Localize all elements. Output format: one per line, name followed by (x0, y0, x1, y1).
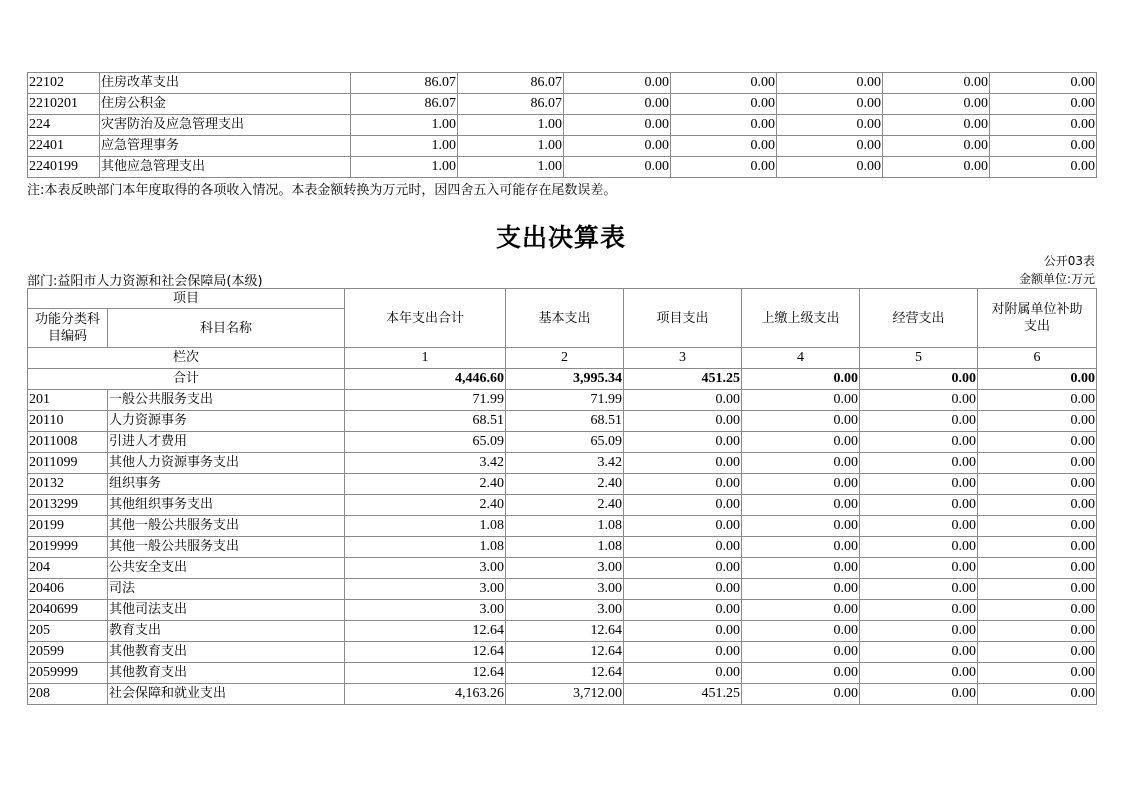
amount-cell: 1.00 (351, 157, 458, 178)
amount-cell: 12.64 (506, 642, 624, 663)
subject-code: 22102 (28, 73, 100, 94)
table-row (28, 136, 1097, 157)
subject-code: 2011099 (28, 453, 108, 474)
amount-cell: 0.00 (742, 411, 860, 432)
amount-cell: 0.00 (624, 453, 742, 474)
amount-cell: 0.00 (978, 558, 1097, 579)
amount-cell: 0.00 (860, 516, 978, 537)
amount-cell: 0.00 (990, 73, 1097, 94)
subject-name: 其他一般公共服务支出 (108, 537, 345, 558)
amount-cell: 0.00 (742, 390, 860, 411)
amount-cell: 0.00 (624, 537, 742, 558)
amount-cell: 3.00 (506, 558, 624, 579)
amount-cell: 2.40 (506, 474, 624, 495)
amount-cell: 0.00 (978, 600, 1097, 621)
amount-cell: 0.00 (742, 474, 860, 495)
table-note: 注:本表反映部门本年度取得的各项收入情况。本表金额转换为万元时，因四舍五入可能存在尾数误差。 (27, 183, 617, 198)
amount-cell: 0.00 (860, 558, 978, 579)
column-index: 4 (742, 348, 860, 369)
amount-cell: 0.00 (978, 411, 1097, 432)
header-col-1: 本年支出合计 (345, 289, 506, 348)
header-name: 科目名称 (108, 309, 345, 348)
expenditure-table (27, 288, 1097, 705)
amount-cell: 0.00 (624, 579, 742, 600)
amount-cell: 3.00 (345, 600, 506, 621)
amount-cell: 3.00 (345, 558, 506, 579)
total-amount: 0.00 (978, 369, 1097, 390)
subject-code: 20599 (28, 642, 108, 663)
amount-cell: 0.00 (671, 115, 777, 136)
subject-name: 其他司法支出 (108, 600, 345, 621)
subject-code: 204 (28, 558, 108, 579)
amount-cell: 0.00 (860, 621, 978, 642)
amount-cell: 0.00 (624, 600, 742, 621)
amount-cell: 0.00 (624, 642, 742, 663)
subject-code: 20110 (28, 411, 108, 432)
amount-cell: 0.00 (742, 621, 860, 642)
amount-cell: 0.00 (978, 516, 1097, 537)
amount-cell: 0.00 (742, 663, 860, 684)
header-col-4: 上缴上级支出 (742, 289, 860, 348)
amount-cell: 2.40 (345, 495, 506, 516)
table-row (28, 663, 1097, 684)
header-col-6: 对附属单位补助支出 (978, 289, 1097, 348)
subject-name: 引进人才费用 (108, 432, 345, 453)
department-label: 部门:益阳市人力资源和社会保障局(本级) (27, 274, 263, 289)
table-row (28, 115, 1097, 136)
amount-cell: 0.00 (624, 516, 742, 537)
amount-cell: 0.00 (883, 94, 990, 115)
amount-cell: 0.00 (742, 453, 860, 474)
amount-cell: 2.40 (506, 495, 624, 516)
amount-cell: 0.00 (990, 115, 1097, 136)
amount-cell: 0.00 (978, 495, 1097, 516)
amount-cell: 0.00 (777, 157, 883, 178)
table-row (28, 390, 1097, 411)
amount-cell: 1.08 (506, 537, 624, 558)
table-row (28, 684, 1097, 705)
amount-cell: 0.00 (742, 495, 860, 516)
amount-cell: 86.07 (458, 94, 564, 115)
amount-cell: 0.00 (978, 684, 1097, 705)
amount-cell: 12.64 (345, 621, 506, 642)
total-amount: 451.25 (624, 369, 742, 390)
subject-name: 住房公积金 (100, 94, 351, 115)
amount-cell: 3.00 (506, 600, 624, 621)
column-index: 1 (345, 348, 506, 369)
amount-cell: 12.64 (506, 621, 624, 642)
amount-cell: 0.00 (564, 115, 671, 136)
amount-cell: 71.99 (506, 390, 624, 411)
subject-code: 224 (28, 115, 100, 136)
amount-cell: 451.25 (624, 684, 742, 705)
subject-name: 司法 (108, 579, 345, 600)
amount-cell: 1.00 (458, 136, 564, 157)
subject-name: 公共安全支出 (108, 558, 345, 579)
amount-cell: 0.00 (564, 94, 671, 115)
amount-cell: 0.00 (624, 474, 742, 495)
amount-cell: 71.99 (345, 390, 506, 411)
amount-cell: 3,712.00 (506, 684, 624, 705)
amount-cell: 0.00 (978, 474, 1097, 495)
amount-cell: 0.00 (742, 600, 860, 621)
subject-name: 组织事务 (108, 474, 345, 495)
amount-cell: 0.00 (624, 663, 742, 684)
total-amount: 0.00 (860, 369, 978, 390)
amount-cell: 0.00 (777, 73, 883, 94)
amount-cell: 86.07 (458, 73, 564, 94)
amount-cell: 0.00 (883, 157, 990, 178)
amount-cell: 0.00 (624, 495, 742, 516)
table-row (28, 73, 1097, 94)
amount-cell: 3.42 (345, 453, 506, 474)
amount-cell: 0.00 (564, 157, 671, 178)
amount-cell: 0.00 (860, 411, 978, 432)
amount-cell: 0.00 (860, 474, 978, 495)
amount-cell: 0.00 (883, 136, 990, 157)
amount-cell: 0.00 (860, 432, 978, 453)
subject-name: 其他一般公共服务支出 (108, 516, 345, 537)
table-row (28, 474, 1097, 495)
amount-cell: 3.42 (506, 453, 624, 474)
subject-code: 2011008 (28, 432, 108, 453)
amount-cell: 0.00 (990, 94, 1097, 115)
subject-name: 其他教育支出 (108, 663, 345, 684)
amount-cell: 0.00 (860, 600, 978, 621)
subject-code: 2019999 (28, 537, 108, 558)
amount-cell: 1.08 (345, 516, 506, 537)
unit-label: 金额单位:万元 (1018, 272, 1095, 286)
amount-cell: 0.00 (860, 642, 978, 663)
table-row (28, 453, 1097, 474)
table-row (28, 432, 1097, 453)
amount-cell: 1.08 (345, 537, 506, 558)
amount-cell: 0.00 (564, 136, 671, 157)
amount-cell: 0.00 (978, 642, 1097, 663)
subject-code: 20406 (28, 579, 108, 600)
income-table-continued (27, 72, 1097, 178)
amount-cell: 68.51 (506, 411, 624, 432)
amount-cell: 0.00 (883, 73, 990, 94)
column-index: 6 (978, 348, 1097, 369)
column-index: 5 (860, 348, 978, 369)
amount-cell: 12.64 (506, 663, 624, 684)
amount-cell: 0.00 (624, 411, 742, 432)
column-index: 3 (624, 348, 742, 369)
amount-cell: 1.00 (351, 115, 458, 136)
amount-cell: 0.00 (742, 558, 860, 579)
amount-cell: 4,163.26 (345, 684, 506, 705)
total-amount: 3,995.34 (506, 369, 624, 390)
header-item: 项目 (28, 289, 345, 309)
amount-cell: 0.00 (671, 157, 777, 178)
amount-cell: 0.00 (860, 453, 978, 474)
subject-name: 其他教育支出 (108, 642, 345, 663)
amount-cell: 0.00 (860, 390, 978, 411)
amount-cell: 1.00 (458, 157, 564, 178)
table-row (28, 411, 1097, 432)
amount-cell: 0.00 (990, 157, 1097, 178)
amount-cell: 3.00 (345, 579, 506, 600)
amount-cell: 0.00 (860, 579, 978, 600)
form-number: 公开03表 (1043, 254, 1095, 268)
header-col-3: 项目支出 (624, 289, 742, 348)
amount-cell: 0.00 (883, 115, 990, 136)
amount-cell: 0.00 (860, 495, 978, 516)
amount-cell: 0.00 (742, 642, 860, 663)
table-row (28, 642, 1097, 663)
column-index: 2 (506, 348, 624, 369)
amount-cell: 12.64 (345, 663, 506, 684)
amount-cell: 0.00 (742, 579, 860, 600)
amount-cell: 0.00 (978, 579, 1097, 600)
subject-code: 201 (28, 390, 108, 411)
amount-cell: 0.00 (671, 94, 777, 115)
page-title: 支出决算表 (495, 223, 626, 252)
amount-cell: 1.08 (506, 516, 624, 537)
header-code: 功能分类科目编码 (28, 309, 108, 348)
amount-cell: 0.00 (978, 621, 1097, 642)
amount-cell: 0.00 (742, 432, 860, 453)
amount-cell: 0.00 (742, 684, 860, 705)
amount-cell: 0.00 (564, 73, 671, 94)
subject-code: 2240199 (28, 157, 100, 178)
amount-cell: 0.00 (624, 390, 742, 411)
table-row (28, 94, 1097, 115)
subject-name: 人力资源事务 (108, 411, 345, 432)
subject-code: 22401 (28, 136, 100, 157)
amount-cell: 0.00 (624, 432, 742, 453)
subject-name: 住房改革支出 (100, 73, 351, 94)
table-row (28, 516, 1097, 537)
amount-cell: 0.00 (624, 621, 742, 642)
subject-name: 一般公共服务支出 (108, 390, 345, 411)
amount-cell: 65.09 (345, 432, 506, 453)
amount-cell: 0.00 (860, 537, 978, 558)
subject-name: 社会保障和就业支出 (108, 684, 345, 705)
amount-cell: 0.00 (742, 537, 860, 558)
subject-code: 2013299 (28, 495, 108, 516)
table-row (28, 579, 1097, 600)
amount-cell: 0.00 (777, 136, 883, 157)
subject-name: 教育支出 (108, 621, 345, 642)
amount-cell: 2.40 (345, 474, 506, 495)
table-row (28, 495, 1097, 516)
table-row (28, 600, 1097, 621)
row-index-label: 栏次 (28, 348, 345, 369)
amount-cell: 0.00 (978, 663, 1097, 684)
amount-cell: 0.00 (978, 453, 1097, 474)
amount-cell: 1.00 (458, 115, 564, 136)
table-row (28, 558, 1097, 579)
subject-name: 其他人力资源事务支出 (108, 453, 345, 474)
header-col-5: 经营支出 (860, 289, 978, 348)
subject-name: 灾害防治及应急管理支出 (100, 115, 351, 136)
subject-name: 其他组织事务支出 (108, 495, 345, 516)
subject-code: 2210201 (28, 94, 100, 115)
amount-cell: 86.07 (351, 73, 458, 94)
amount-cell: 0.00 (742, 516, 860, 537)
subject-name: 其他应急管理支出 (100, 157, 351, 178)
subject-code: 20199 (28, 516, 108, 537)
amount-cell: 3.00 (506, 579, 624, 600)
amount-cell: 0.00 (624, 558, 742, 579)
amount-cell: 68.51 (345, 411, 506, 432)
header-row (28, 289, 1097, 309)
table-row (28, 157, 1097, 178)
amount-cell: 0.00 (671, 136, 777, 157)
table-row (28, 537, 1097, 558)
amount-cell: 0.00 (978, 432, 1097, 453)
subject-name: 应急管理事务 (100, 136, 351, 157)
amount-cell: 0.00 (860, 684, 978, 705)
total-row (28, 369, 1097, 390)
amount-cell: 0.00 (671, 73, 777, 94)
amount-cell: 0.00 (777, 94, 883, 115)
amount-cell: 0.00 (978, 537, 1097, 558)
total-label: 合计 (28, 369, 345, 390)
total-amount: 4,446.60 (345, 369, 506, 390)
subject-code: 2040699 (28, 600, 108, 621)
amount-cell: 0.00 (777, 115, 883, 136)
subject-code: 20132 (28, 474, 108, 495)
amount-cell: 86.07 (351, 94, 458, 115)
table-row (28, 621, 1097, 642)
column-index-row (28, 348, 1097, 369)
total-amount: 0.00 (742, 369, 860, 390)
amount-cell: 0.00 (990, 136, 1097, 157)
subject-code: 205 (28, 621, 108, 642)
subject-code: 2059999 (28, 663, 108, 684)
amount-cell: 12.64 (345, 642, 506, 663)
amount-cell: 0.00 (978, 390, 1097, 411)
header-col-2: 基本支出 (506, 289, 624, 348)
amount-cell: 0.00 (860, 663, 978, 684)
amount-cell: 65.09 (506, 432, 624, 453)
subject-code: 208 (28, 684, 108, 705)
amount-cell: 1.00 (351, 136, 458, 157)
